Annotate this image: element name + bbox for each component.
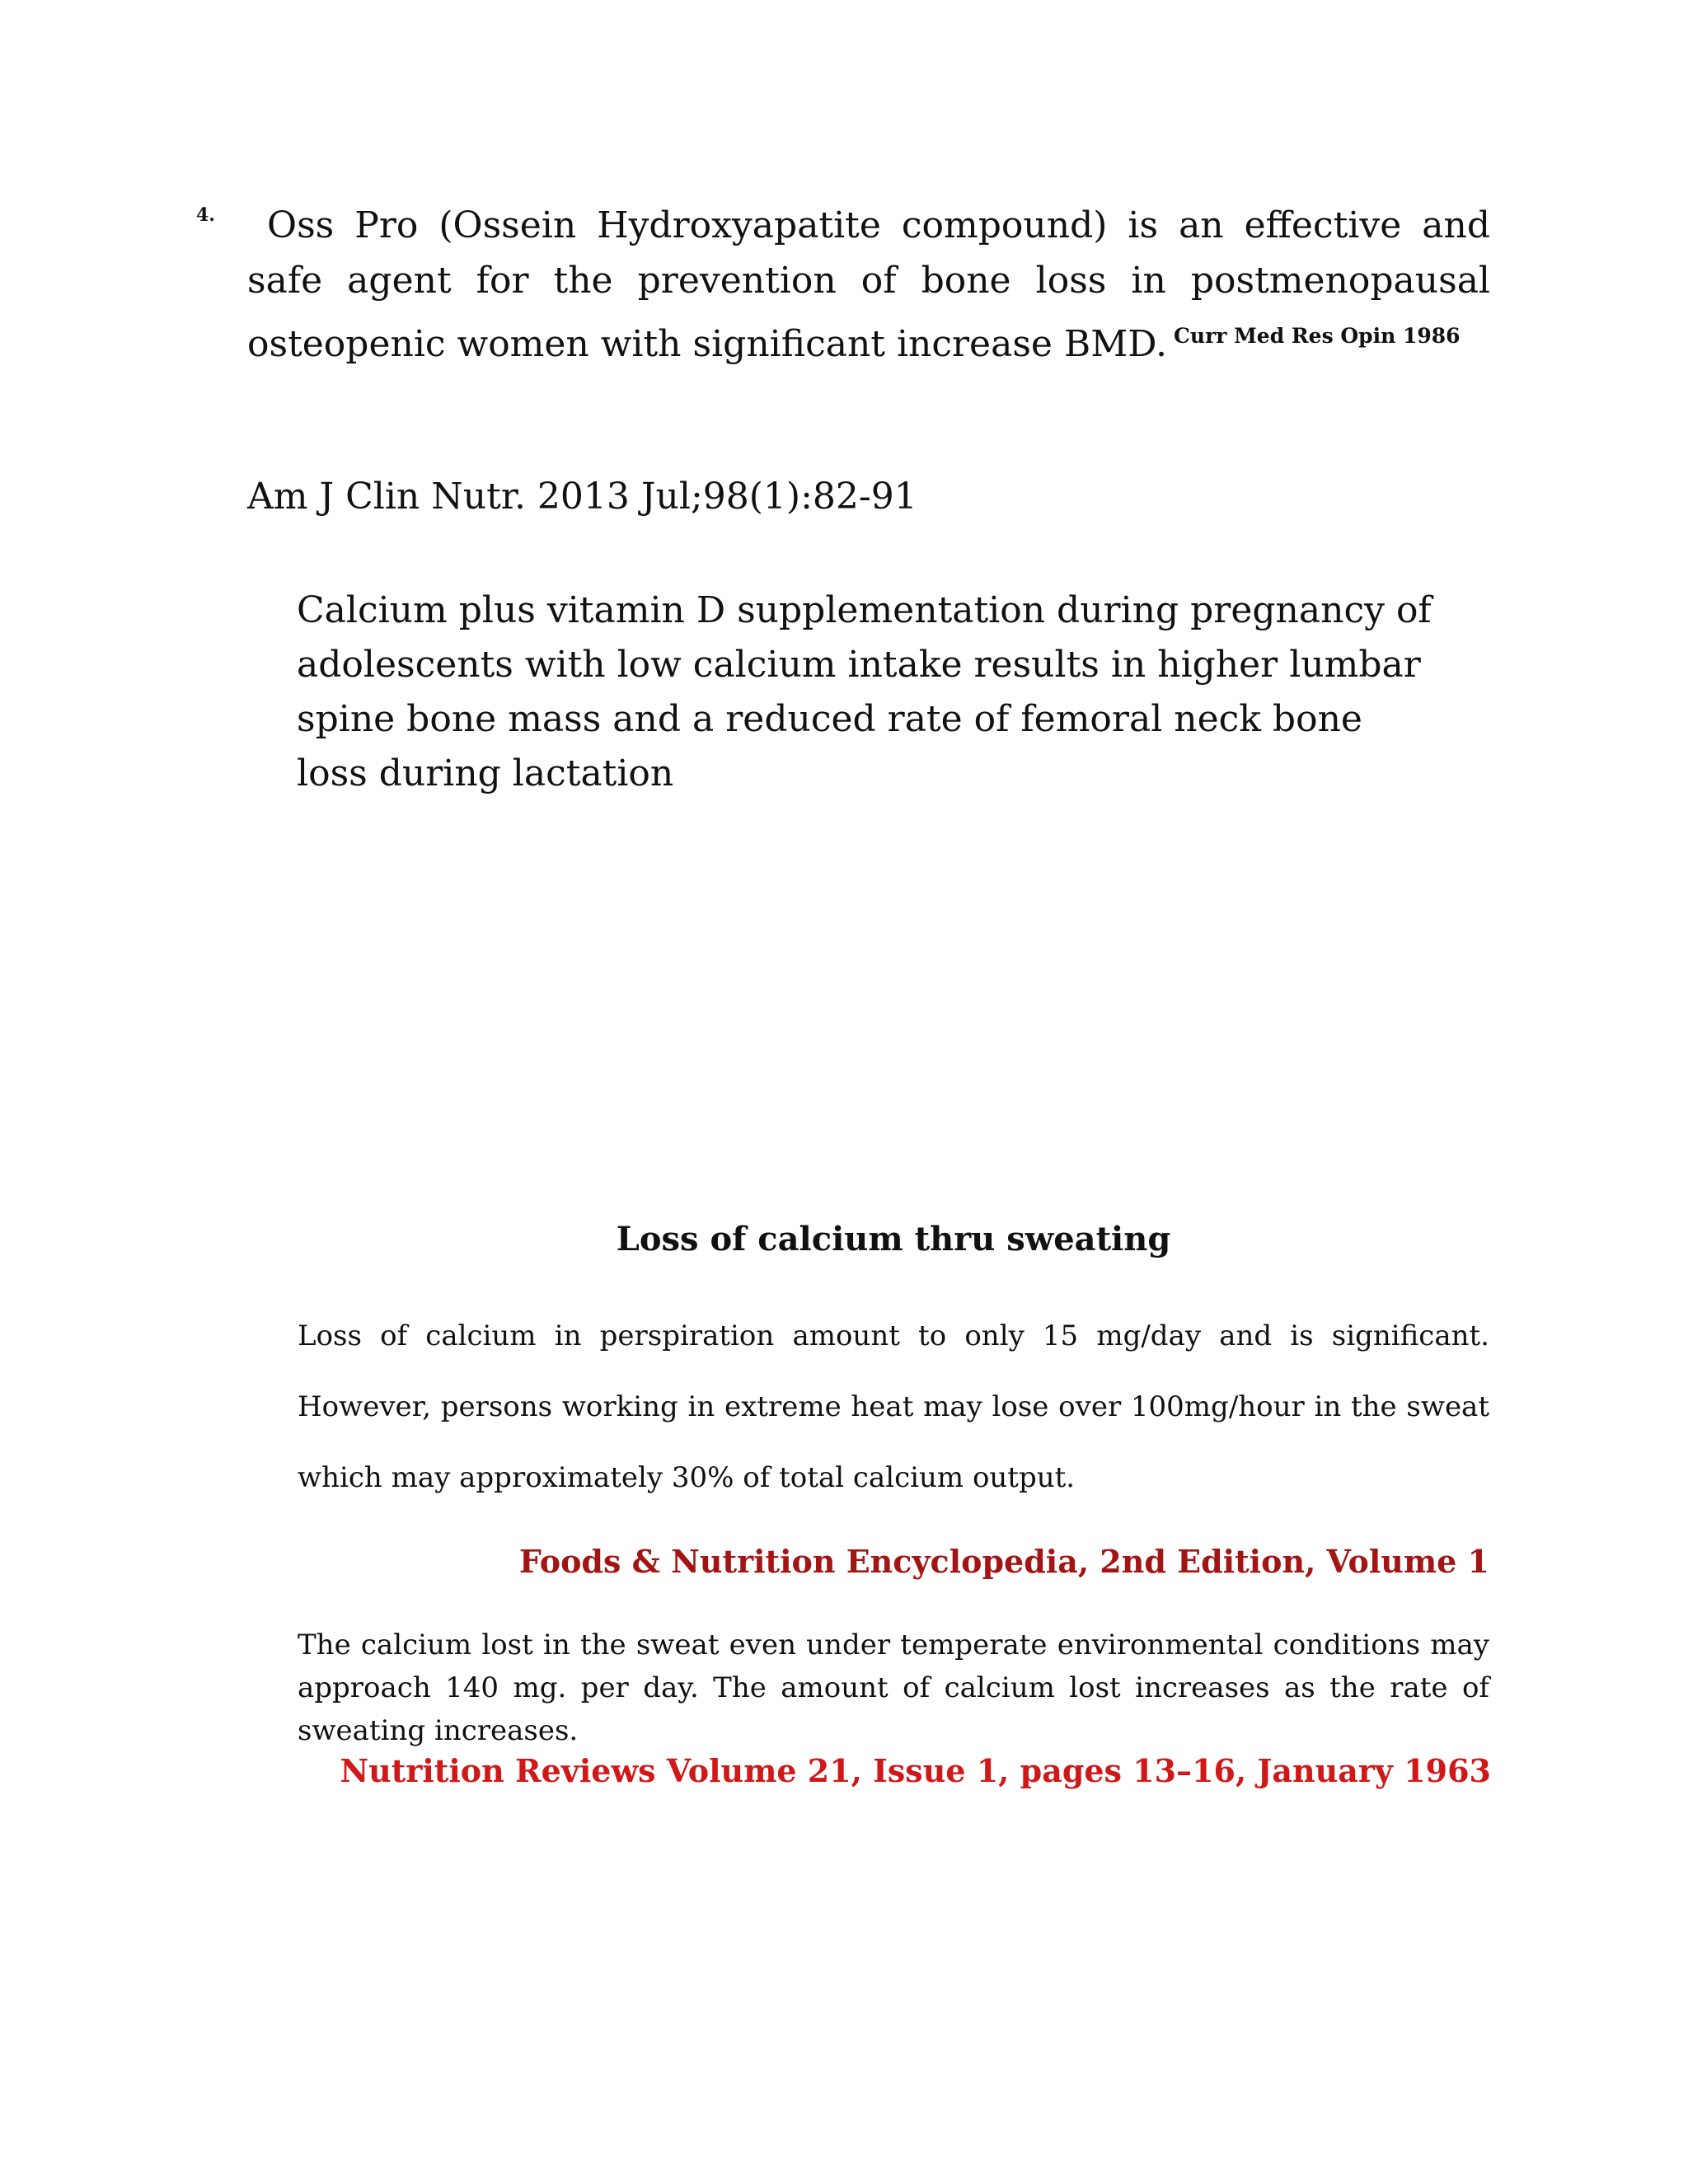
encyclopedia-citation: Foods & Nutrition Encyclopedia, 2nd Edition, Volume 1 — [518, 1543, 1489, 1580]
nutrition-reviews-citation: Nutrition Reviews Volume 21, Issue 1, pages 13–16, January 1963 — [340, 1752, 1491, 1789]
item-4-citation: Curr Med Res Opin 1986 — [1174, 324, 1461, 348]
item-number: 4. — [196, 204, 215, 226]
sweat-loss-paragraph: Loss of calcium in perspiration amount to only 15 mg/day and is significant. However, persons working in extreme heat may lose over 100mg/hour in the sweat which may approximately 30% of total calcium output. — [298, 1319, 1489, 1494]
section-heading: Loss of calcium thru sweating — [616, 1220, 1171, 1258]
item-4-statement — [247, 198, 1490, 372]
item-4-text: Oss Pro (Ossein Hydroxyapatite compound) is an effective and safe agent for the prevention of bone loss in postmenopausal osteopenic women with significant increase BMD. — [247, 204, 1490, 365]
journal-reference: Am J Clin Nutr. 2013 Jul;98(1):82-91 — [247, 476, 917, 518]
temperate-loss-paragraph: The calcium lost in the sweat even under temperate environmental conditions may approach 140 mg. per day. The amount of calcium lost increases as the rate of sweating increases. — [298, 1629, 1489, 1747]
study-summary: Calcium plus vitamin D supplementation during pregnancy of adolescents with low calcium intake results in higher lumbar spine bone mass and a reduced rate of femoral neck bone loss during lactation — [297, 589, 1432, 794]
